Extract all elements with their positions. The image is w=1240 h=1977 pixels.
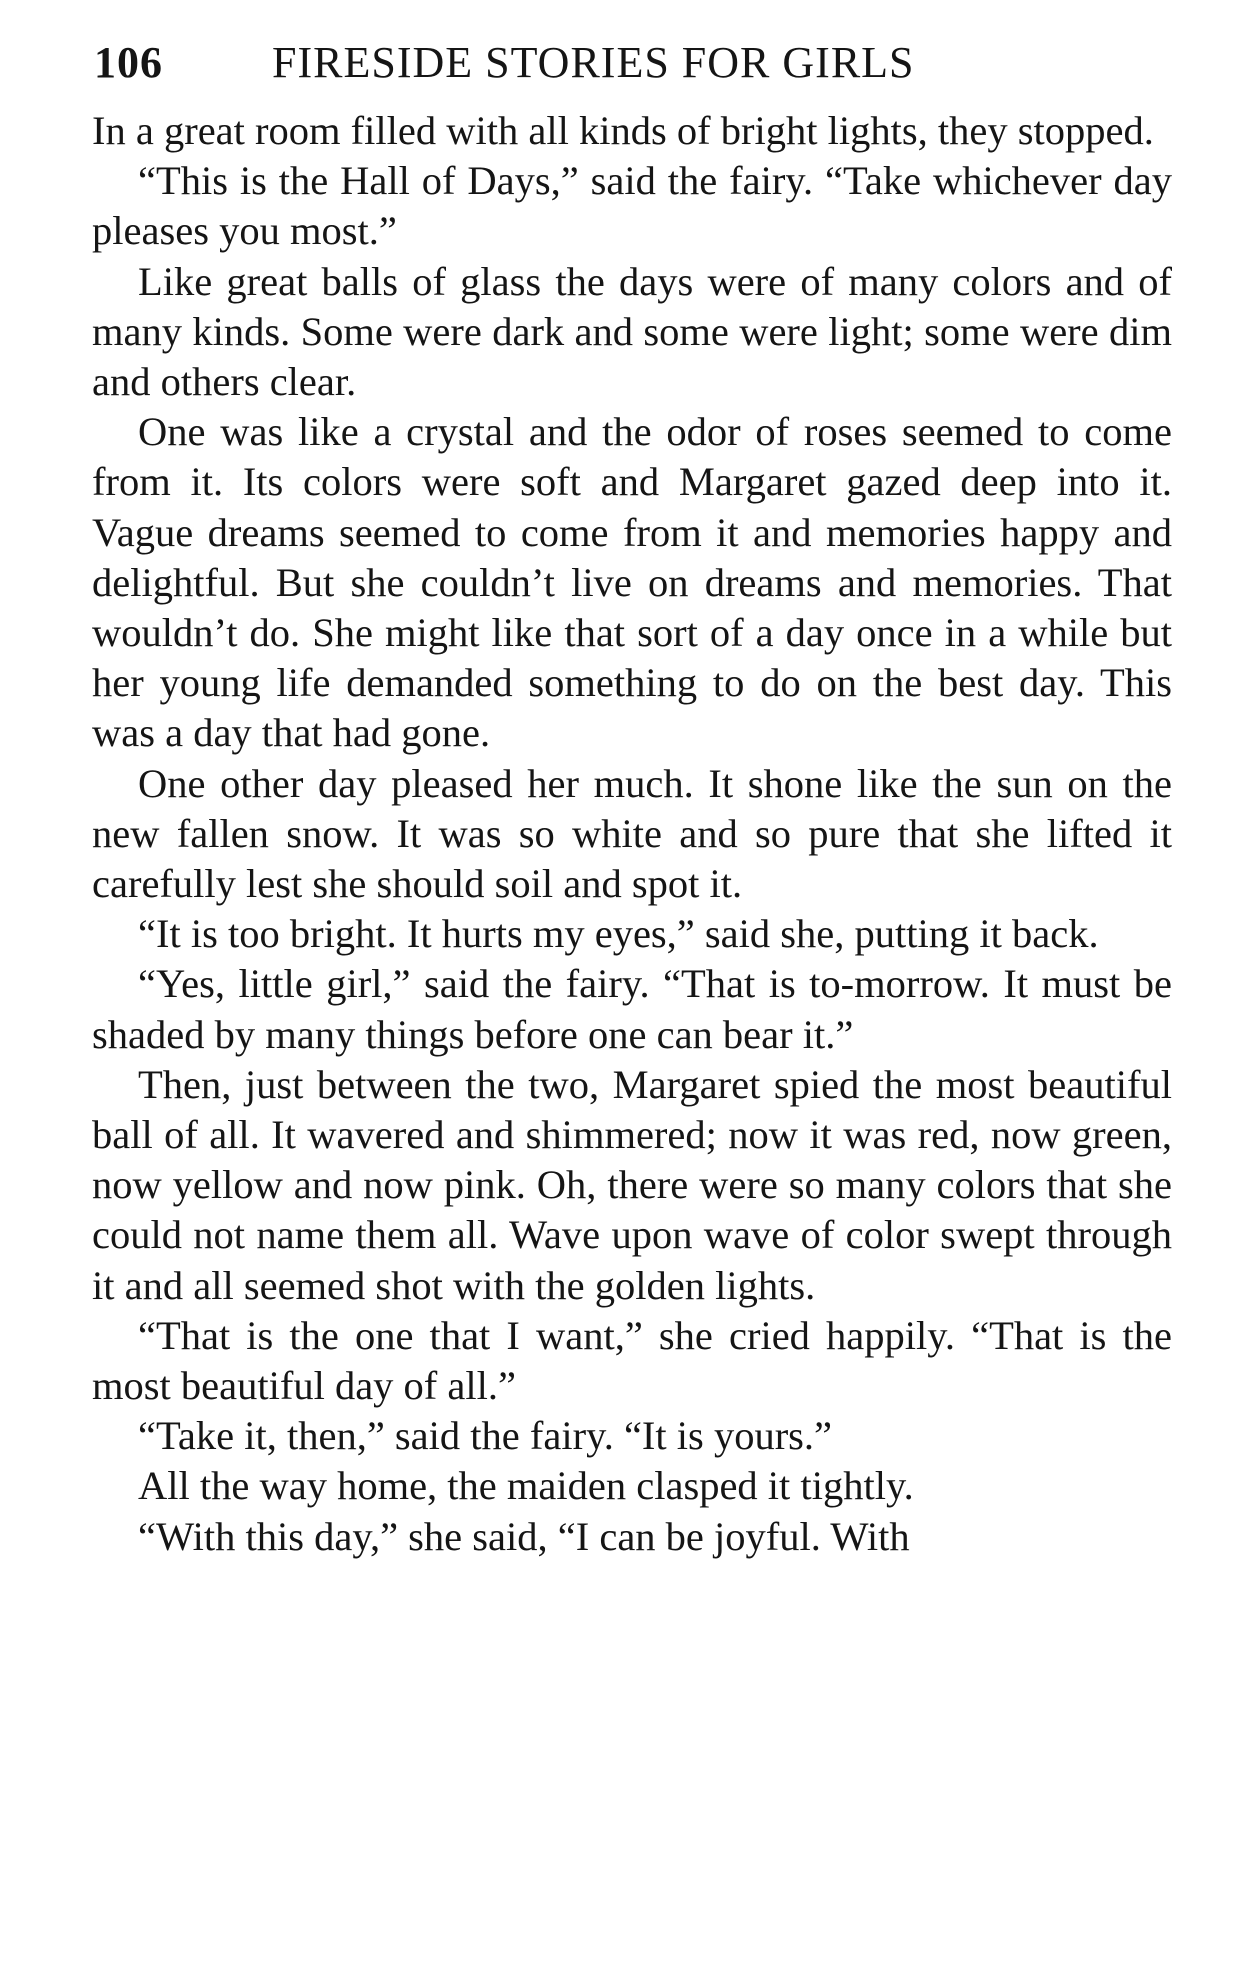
paragraph-take-it: “Take it, then,” said the fairy. “It is yours.” xyxy=(138,1413,833,1459)
paragraph-too-bright: “It is too bright. It hurts my eyes,” said she, putting it back. xyxy=(138,911,1099,957)
paragraph-white-day: One other day pleased her much. It shone like the sun on the new fallen snow. It was so white and so pure that she lifted it carefully lest she should soil and spot it. xyxy=(92,760,1172,907)
paragraph-glass-days: Like great balls of glass the days were of many colors and of many kinds. Some were dark and some were light; some were dim and others clear. xyxy=(92,258,1172,405)
book-title: FIRESIDE STORIES FOR GIRLS xyxy=(272,38,915,87)
paragraph-hall-of-days: “This is the Hall of Days,” said the fairy. “Take whichever day pleases you most.” xyxy=(92,158,1172,254)
running-header xyxy=(94,28,1174,98)
paragraph-hall-arrival: In a great room filled with all kinds of bright lights, they stopped. xyxy=(92,108,1154,153)
story-text xyxy=(92,106,1172,1562)
page-number: 106 xyxy=(94,38,163,87)
paragraph-joyful: “With this day,” she said, “I can be joyful. With xyxy=(138,1513,910,1559)
paragraph-shimmering-day: Then, just between the two, Margaret spied the most beautiful ball of all. It wavered and shimmered; now it was red, now green, now yellow and now pink. Oh, there were so many colors that she could not name them all. Wave upon wave of color swept through it and all seemed shot with the golden lights. xyxy=(92,1061,1172,1308)
paragraph-crystal-day: One was like a crystal and the odor of roses seemed to come from it. Its colors were soft and Margaret gazed deep into it. Vague dreams seemed to come from it and memories happy and delightful. But she couldn’t live on dreams and memories. That wouldn’t do. She might like that sort of a day once in a while but her young life demanded something to do on the best day. This was a day that had gone. xyxy=(92,409,1172,756)
paragraph-chosen-day: “That is the one that I want,” she cried happily. “That is the most beautiful day of all.” xyxy=(92,1312,1172,1409)
paragraph-to-morrow: “Yes, little girl,” said the fairy. “That is to-morrow. It must be shaded by many things before one can bear it.” xyxy=(92,961,1172,1057)
paragraph-way-home: All the way home, the maiden clasped it tightly. xyxy=(138,1463,914,1509)
